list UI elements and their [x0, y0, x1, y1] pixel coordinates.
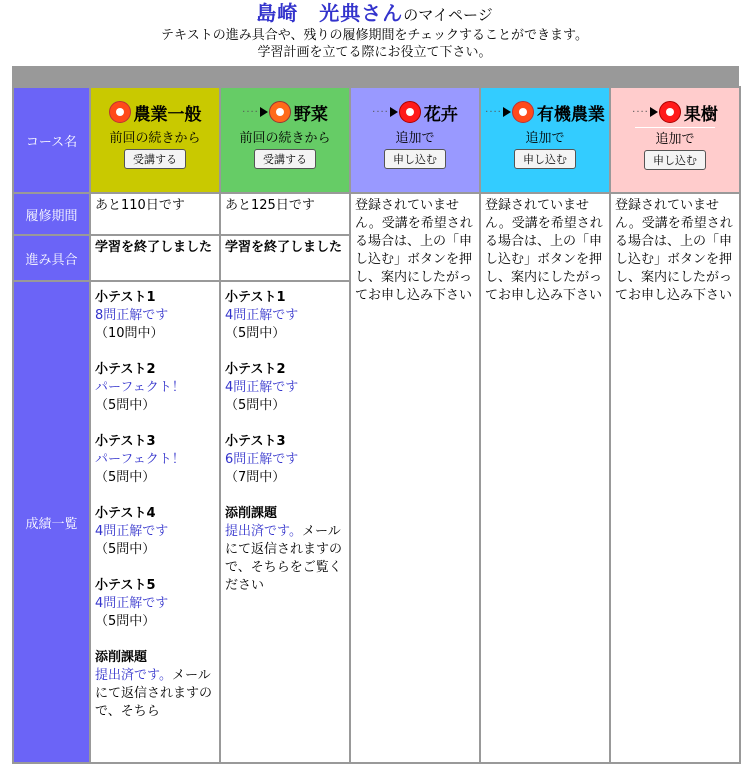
test-title: 小テスト2: [95, 362, 156, 377]
test-title: 小テスト1: [95, 290, 156, 305]
course-row: [14, 88, 739, 192]
test-title: 小テスト1: [225, 290, 286, 305]
test-count: （5問中）: [95, 614, 156, 629]
take-course-button[interactable]: 受講する: [254, 149, 316, 169]
dots-icon: ····: [485, 106, 502, 118]
course-name: 果樹: [683, 104, 718, 125]
course-table: [12, 86, 741, 764]
test-result: 4問正解です: [95, 524, 169, 539]
progress-yasai: 学習を終了しました: [221, 236, 349, 280]
course-kaki: [351, 88, 479, 192]
top-gray-bar: [12, 66, 739, 86]
arrow-icon: [650, 107, 658, 117]
assignment-note: メールにて返信されますので、そちら: [95, 668, 213, 719]
assignment-note: メールにて返信されますので、そちらをご覧ください: [225, 524, 343, 593]
test-count: （10問中）: [95, 326, 164, 341]
row-label-period: 履修期間: [14, 194, 89, 234]
leaf-icon: [109, 101, 131, 123]
dots-icon: ····: [242, 106, 259, 118]
row-label-grades: 成績一覧: [14, 282, 89, 762]
carrot-icon: [269, 101, 291, 123]
course-sub: 追加で: [525, 131, 565, 146]
assignment-status-label: 提出済です。: [225, 524, 302, 539]
assignment-title: 添削課題: [95, 650, 148, 665]
apply-button[interactable]: 申し込む: [644, 150, 706, 170]
course-sub: 追加で: [395, 131, 435, 146]
grades-nogyo: [91, 282, 219, 762]
course-yuki: [481, 88, 609, 192]
note-kaki: 登録されていません。受講を希望される場合は、上の「申し込む」ボタンを押し、案内にしたがってお申し込み下さい: [351, 194, 479, 762]
test-count: （5問中）: [95, 398, 156, 413]
test-title: 小テスト3: [95, 434, 156, 449]
assignment-title: 添削課題: [225, 506, 278, 521]
user-name: 島崎 光典さん: [256, 1, 404, 25]
course-sub: 前回の続きから: [239, 131, 331, 146]
test-count: （5問中）: [225, 326, 286, 341]
grades-yasai: [221, 282, 349, 762]
apple-icon: [659, 101, 681, 123]
page-title-suffix: のマイページ: [403, 6, 493, 24]
test-result: 6問正解です: [225, 452, 299, 467]
test-count: （5問中）: [225, 398, 286, 413]
arrow-icon: [390, 107, 398, 117]
test-result: 4問正解です: [95, 596, 169, 611]
test-result: 8問正解です: [95, 308, 169, 323]
arrow-icon: [503, 107, 511, 117]
test-count: （5問中）: [95, 470, 156, 485]
assignment-status-label: 提出済です。: [95, 668, 172, 683]
period-yasai: あと125日です: [221, 194, 349, 234]
course-kaju: [611, 88, 739, 192]
progress-nogyo: 学習を終了しました: [91, 236, 219, 280]
sprout-icon: [512, 101, 534, 123]
row-label-progress: 進み具合: [14, 236, 89, 280]
test-result: 4問正解です: [225, 380, 299, 395]
test-count: （5問中）: [95, 542, 156, 557]
note-kaju: 登録されていません。受講を希望される場合は、上の「申し込む」ボタンを押し、案内にしたがってお申し込み下さい: [611, 194, 739, 762]
dots-icon: ····: [372, 106, 389, 118]
apply-button[interactable]: 申し込む: [384, 149, 446, 169]
course-sub: 前回の続きから: [109, 131, 201, 146]
test-count: （7問中）: [225, 470, 286, 485]
test-result: パーフェクト！: [95, 452, 185, 467]
row-label-course: コース名: [14, 88, 89, 192]
test-title: 小テスト2: [225, 362, 286, 377]
take-course-button[interactable]: 受講する: [124, 149, 186, 169]
course-name: 野菜: [293, 104, 328, 125]
assignment-status: [95, 667, 215, 721]
course-name: 花卉: [423, 104, 458, 125]
dots-icon: ····: [632, 106, 649, 118]
test-title: 小テスト4: [95, 506, 156, 521]
course-nogyo: [91, 88, 219, 192]
description-line-1: テキストの進み具合や、残りの履修期間をチェックすることができます。: [160, 28, 589, 43]
test-title: 小テスト5: [95, 578, 156, 593]
apply-button[interactable]: 申し込む: [514, 149, 576, 169]
test-result: 4問正解です: [225, 308, 299, 323]
test-result: パーフェクト！: [95, 380, 185, 395]
course-name: 農業一般: [133, 104, 202, 125]
period-nogyo: あと110日です: [91, 194, 219, 234]
course-name: 有機農業: [536, 104, 605, 125]
note-yuki: 登録されていません。受講を希望される場合は、上の「申し込む」ボタンを押し、案内にしたがってお申し込み下さい: [481, 194, 609, 762]
course-yasai: [221, 88, 349, 192]
assignment-status: [225, 523, 345, 595]
arrow-icon: [260, 107, 268, 117]
period-row: [14, 194, 739, 234]
description-line-2: 学習計画を立てる際にお役立て下さい。: [257, 45, 492, 60]
course-sub: 追加で: [635, 127, 714, 147]
page-title: [0, 2, 749, 26]
flower-icon: [399, 101, 421, 123]
test-title: 小テスト3: [225, 434, 286, 449]
page-header: [0, 0, 749, 66]
course-table-wrapper: [12, 86, 739, 759]
